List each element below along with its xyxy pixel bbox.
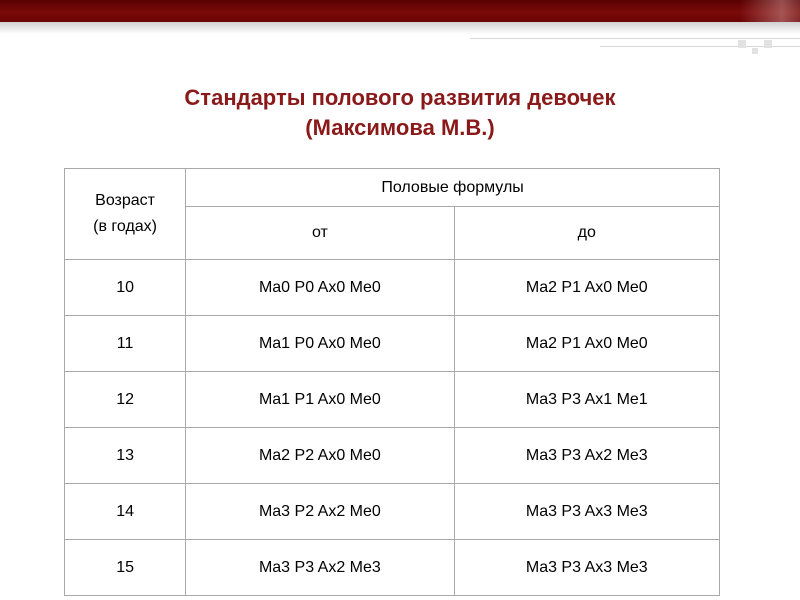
cell-age: 15 — [65, 540, 186, 596]
cell-age: 13 — [65, 428, 186, 484]
table-header-row — [65, 169, 720, 207]
cell-to: Ma2 P1 Ax0 Me0 — [454, 316, 719, 372]
cell-age: 14 — [65, 484, 186, 540]
decorative-square — [764, 40, 772, 48]
table-row — [65, 540, 720, 596]
page-title — [0, 83, 800, 143]
header-formulas: Половые формулы — [186, 169, 720, 207]
table-row — [65, 428, 720, 484]
header-from: от — [186, 207, 454, 260]
formula-table — [64, 168, 720, 596]
cell-from: Ma1 P0 Ax0 Me0 — [186, 316, 454, 372]
cell-to: Ma3 P3 Ax3 Me3 — [454, 540, 719, 596]
cell-age: 12 — [65, 372, 186, 428]
cell-to: Ma3 P3 Ax2 Me3 — [454, 428, 719, 484]
title-line-1: Стандарты полового развития девочек — [184, 85, 616, 110]
header-band — [0, 0, 800, 22]
header-age: Возраст (в годах) — [65, 169, 186, 260]
cell-age: 11 — [65, 316, 186, 372]
cell-from: Ma1 P1 Ax0 Me0 — [186, 372, 454, 428]
table-row — [65, 484, 720, 540]
title-line-2: (Максимова М.В.) — [305, 115, 495, 140]
cell-to: Ma2 P1 Ax0 Me0 — [454, 260, 719, 316]
table-row — [65, 372, 720, 428]
cell-age: 10 — [65, 260, 186, 316]
cell-from: Ma3 P2 Ax2 Me0 — [186, 484, 454, 540]
cell-from: Ma2 P2 Ax0 Me0 — [186, 428, 454, 484]
table-row — [65, 316, 720, 372]
header-to: до — [454, 207, 719, 260]
header-band-highlight — [740, 0, 800, 22]
decorative-line — [470, 38, 800, 39]
table-row — [65, 260, 720, 316]
cell-to: Ma3 P3 Ax3 Me3 — [454, 484, 719, 540]
cell-from: Ma0 P0 Ax0 Me0 — [186, 260, 454, 316]
decorative-square — [738, 40, 746, 48]
cell-from: Ma3 P3 Ax2 Me3 — [186, 540, 454, 596]
header-band-shadow — [0, 22, 800, 34]
decorative-square — [752, 48, 758, 54]
cell-to: Ma3 P3 Ax1 Me1 — [454, 372, 719, 428]
